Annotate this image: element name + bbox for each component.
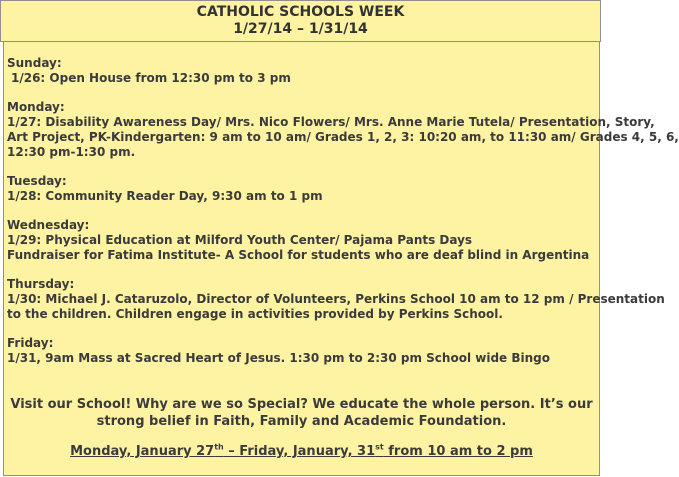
day-sunday: [7, 56, 599, 86]
dates-end-suffix: st: [375, 442, 384, 452]
dates-start-suffix: th: [214, 442, 224, 452]
day-label: Friday:: [7, 336, 54, 350]
day-detail: to the children. Children engage in activities provided by Perkins School.: [7, 307, 503, 321]
date-range: 1/27/14 – 1/31/14: [233, 21, 368, 37]
day-label: Sunday:: [7, 56, 62, 70]
event-dates: [4, 443, 599, 460]
day-monday: [7, 100, 679, 160]
day-label: Tuesday:: [7, 174, 67, 188]
day-wednesday: [7, 218, 599, 263]
page-title: CATHOLIC SCHOOLS WEEK: [196, 4, 405, 20]
dates-end: – Friday, January, 31: [223, 444, 376, 459]
day-thursday: [7, 277, 665, 322]
day-detail: 1/28: Community Reader Day, 9:30 am to 1 pm: [7, 189, 323, 203]
day-detail: Fundraiser for Fatima Institute- A School for students who are deaf blind in Argentina: [7, 248, 590, 262]
day-friday: [7, 336, 599, 366]
day-label: Monday:: [7, 100, 65, 114]
dates-start: Monday, January 27: [70, 444, 215, 459]
closing-line: strong belief in Faith, Family and Academic Foundation.: [96, 414, 507, 429]
day-detail: 1/26: Open House from 12:30 pm to 3 pm: [11, 71, 291, 85]
day-detail: Art Project, PK-Kindergarten: 9 am to 10 am/ Grades 1, 2, 3: 10:20 am, to 11:30 am/ Grades 4, 5, 6,: [7, 130, 679, 144]
day-detail: 1/30: Michael J. Cataruzolo, Director of Volunteers, Perkins School 10 am to 12 pm / Presentation: [7, 292, 665, 306]
day-tuesday: [7, 174, 599, 204]
schedule-box: [3, 42, 679, 476]
day-detail: 1/31, 9am Mass at Sacred Heart of Jesus. 1:30 pm to 2:30 pm School wide Bingo: [7, 351, 550, 365]
closing-line: Visit our School! Why are we so Special? We educate the whole person. It’s our: [10, 397, 593, 412]
day-label: Thursday:: [7, 277, 75, 291]
day-detail: 12:30 pm-1:30 pm.: [7, 145, 136, 159]
day-label: Wednesday:: [7, 218, 90, 232]
header-box: [0, 0, 601, 42]
dates-hours: from 10 am to 2 pm: [383, 444, 533, 459]
closing-message: [4, 396, 599, 460]
day-detail: 1/27: Disability Awareness Day/ Mrs. Nico Flowers/ Mrs. Anne Marie Tutela/ Presentation, Story,: [7, 115, 655, 129]
day-detail: 1/29: Physical Education at Milford Youth Center/ Pajama Pants Days: [7, 233, 473, 247]
